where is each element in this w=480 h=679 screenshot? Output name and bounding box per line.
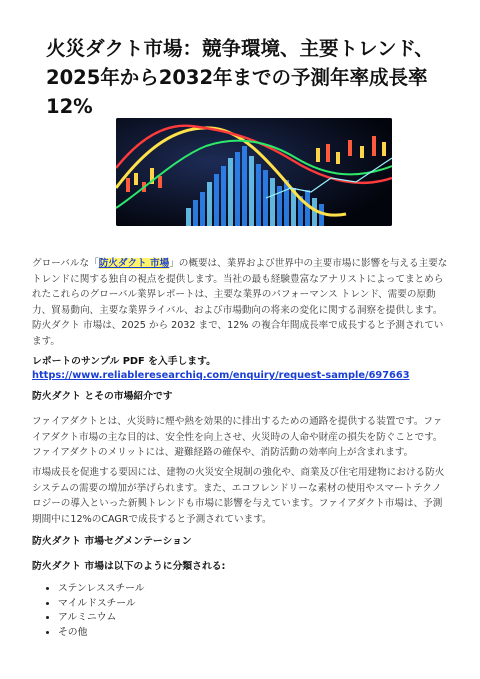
hero-bar bbox=[221, 166, 226, 226]
intro-text-end: 」の概要は、業界および世界中の主要市場に影響を与える主要なトレンドに関する独自の視点を提供します。当社の最も経験豊富なアナリストによってまとめられたこれらのグローバル業界レポートは、主要な業界のパフォーマンス トレンド、需要の原動力、貿易動向、主要な業界ライバル、および市場動向の将来の変化に関する洞察を提供します。防火ダクト 市場は、2025 から 2032 まで、12% の複合年間成長率で成長すると予測されています。 bbox=[32, 258, 448, 347]
growth-drivers-paragraph: 市場成長を促進する要因には、建物の火災安全規制の強化や、商業及び住宅用建物における防火システムの需要の増加が挙げられます。また、エコフレンドリーな素材の使用やスマートテクノロジーの導入といった新興トレンドも市場に影響を与えています。ファイアダクト市場は、予測期間中に12%のCAGRで成長すると予測されています。 bbox=[32, 467, 445, 525]
title-line-1: 火災ダクト市場：競争環境、主要トレンド、 bbox=[46, 37, 434, 60]
intro-paragraph bbox=[32, 256, 448, 350]
list-item: • ステンレススチール bbox=[58, 582, 145, 597]
list-item: • アルミニウム bbox=[58, 611, 145, 626]
hero-chart-graphic bbox=[116, 118, 392, 226]
hero-bar bbox=[214, 174, 219, 226]
hero-bar bbox=[207, 182, 212, 226]
hero-bar bbox=[242, 146, 247, 226]
title-line-2: 2025年から2032年までの予測年率成長率12% bbox=[46, 66, 428, 118]
hero-candle bbox=[134, 173, 138, 185]
intro-text-start: グローバルな「 bbox=[32, 258, 99, 269]
hero-candle bbox=[372, 136, 376, 156]
hero-bar bbox=[193, 200, 198, 226]
hero-candle bbox=[316, 148, 320, 162]
hero-bar bbox=[235, 152, 240, 226]
sample-url-link[interactable]: https://www.reliableresearchiq.com/enquiry/request-sample/697663 bbox=[32, 370, 410, 381]
hero-candle bbox=[158, 176, 162, 188]
hero-bar bbox=[249, 156, 254, 226]
product-link[interactable]: 防火ダクト 市場 bbox=[98, 258, 170, 269]
stock-market-chart-image bbox=[116, 118, 392, 226]
hero-bar bbox=[186, 208, 191, 226]
segment-list bbox=[32, 582, 145, 640]
hero-bar bbox=[270, 178, 275, 226]
market-intro-paragraph: ファイアダクトとは、火災時に煙や熱を効果的に排出するための通路を提供する装置です。ファイアダクト市場の主な目的は、安全性を向上させ、火災時の人命や財産の損失を防ぐことです。ファイアダクトのメリットには、避難経路の確保や、消防活動の効率向上が含まれます。 bbox=[32, 416, 443, 459]
hero-bar bbox=[256, 164, 261, 226]
hero-candle bbox=[326, 144, 330, 162]
sample-request-line bbox=[32, 355, 448, 383]
list-item: • マイルドスチール bbox=[58, 597, 145, 612]
hero-bar bbox=[200, 192, 205, 226]
hero-bar bbox=[228, 158, 233, 226]
section-heading-segmentation: 防火ダクト 市場セグメンテーション bbox=[32, 536, 192, 547]
hero-candle bbox=[360, 146, 364, 158]
section-heading-classification: 防火ダクト 市場は以下のように分類される: bbox=[32, 561, 226, 572]
list-item: • その他 bbox=[58, 626, 145, 641]
page-title bbox=[46, 34, 446, 121]
hero-candle bbox=[348, 140, 352, 156]
sample-label: レポートのサンプル PDF を入手します。 bbox=[32, 356, 216, 367]
hero-candle bbox=[126, 178, 130, 192]
hero-candle bbox=[336, 152, 340, 164]
hero-candle bbox=[382, 142, 386, 156]
section-heading-intro: 防火ダクト とその市場紹介です bbox=[32, 391, 173, 402]
